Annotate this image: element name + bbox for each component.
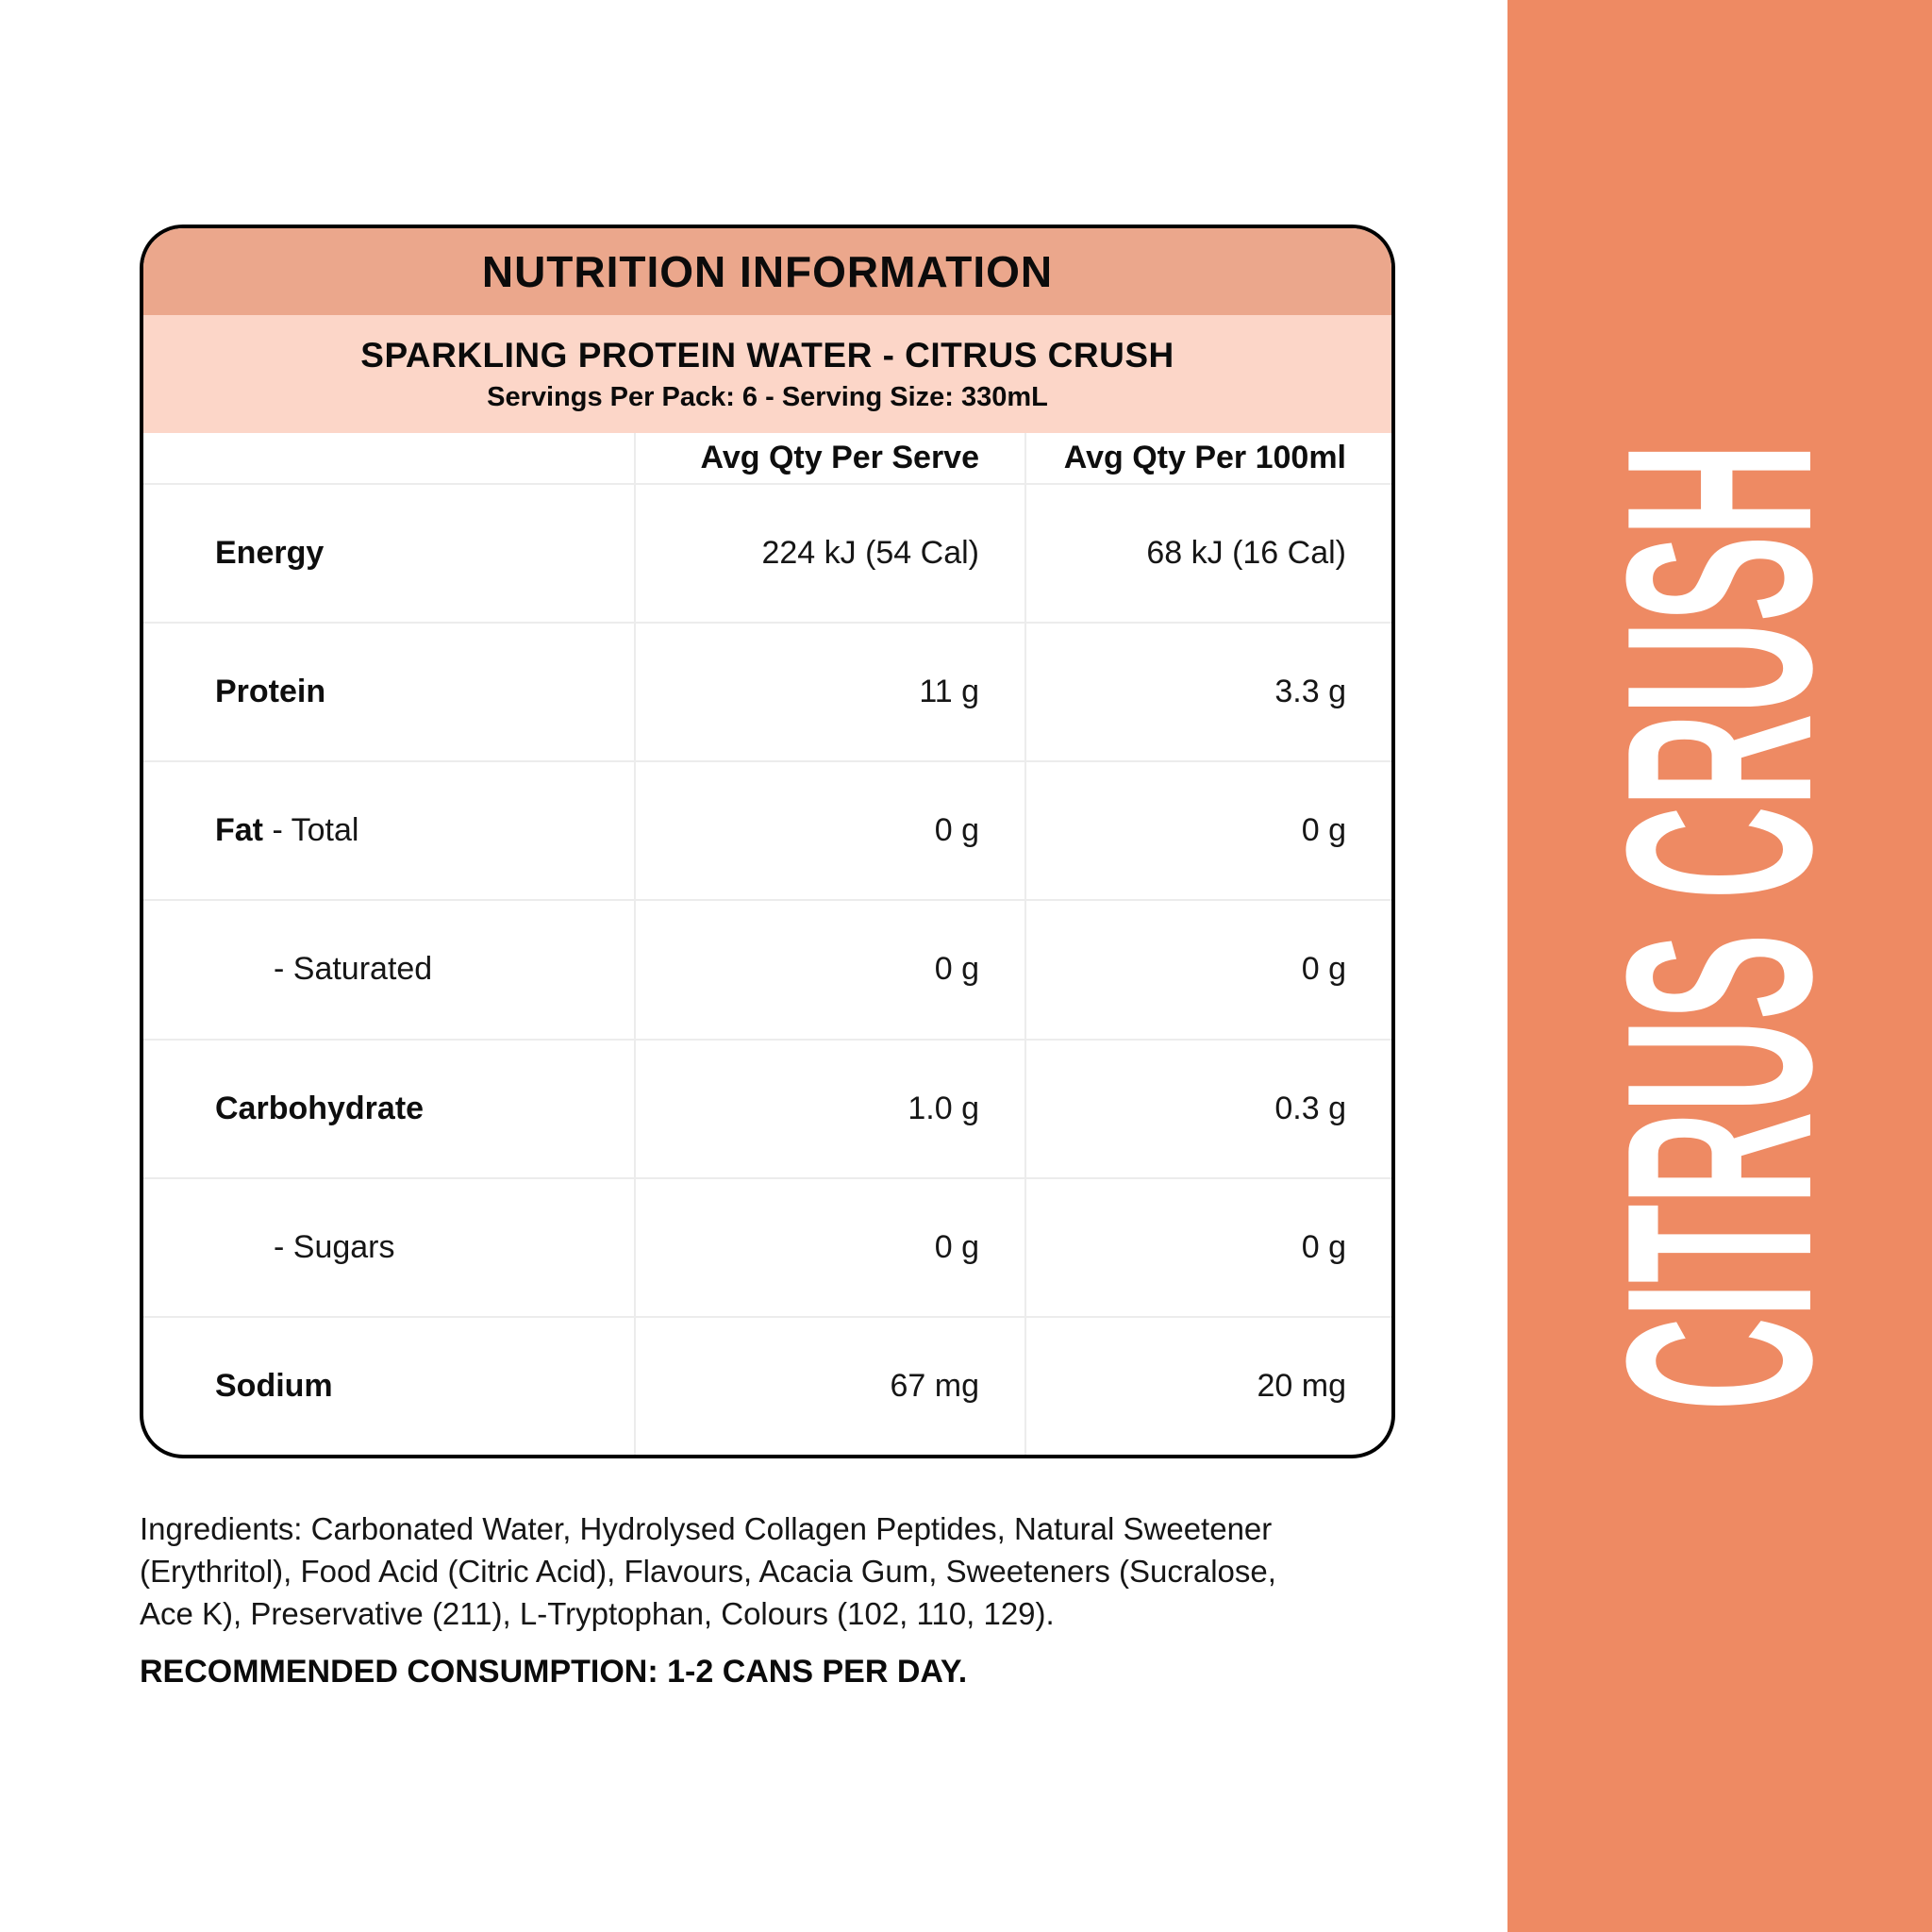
ingredients-line: (Erythritol), Food Acid (Citric Acid), Flavours, Acacia Gum, Sweeteners (Sucralose,	[140, 1554, 1276, 1589]
row-label-sodium	[143, 1316, 634, 1455]
value-energy-per-100ml: 68 kJ (16 Cal)	[1024, 483, 1391, 622]
row-label-energy	[143, 483, 634, 622]
column-header-per-serve: Avg Qty Per Serve	[634, 433, 1024, 483]
row-label-text: Protein	[215, 674, 326, 710]
nutrition-panel	[140, 225, 1395, 1458]
footer-text	[140, 1507, 1423, 1693]
product-name: SPARKLING PROTEIN WATER - CITRUS CRUSH	[360, 335, 1174, 375]
row-label-sugars: - Sugars	[143, 1177, 634, 1316]
value-fat-per-serve: 0 g	[634, 760, 1024, 899]
column-header-blank	[143, 433, 634, 483]
value-protein-per-100ml: 3.3 g	[1024, 622, 1391, 760]
nutrition-panel-header	[143, 228, 1391, 315]
ingredients-line: Ace K), Preservative (211), L-Tryptophan, Colours (102, 110, 129).	[140, 1596, 1055, 1631]
value-fat-per-100ml: 0 g	[1024, 760, 1391, 899]
value-carbohydrate-per-serve: 1.0 g	[634, 1039, 1024, 1177]
value-protein-per-serve: 11 g	[634, 622, 1024, 760]
ingredients-line: Ingredients: Carbonated Water, Hydrolysed Collagen Peptides, Natural Sweetener	[140, 1511, 1273, 1546]
row-label-text: Energy	[215, 535, 325, 572]
value-sugars-per-100ml: 0 g	[1024, 1177, 1391, 1316]
flavor-band	[1507, 0, 1932, 1932]
panel-title: NUTRITION INFORMATION	[481, 247, 1054, 296]
product-subheader	[143, 315, 1391, 433]
value-energy-per-serve: 224 kJ (54 Cal)	[634, 483, 1024, 622]
value-sodium-per-serve: 67 mg	[634, 1316, 1024, 1455]
nutrition-table	[143, 433, 1391, 1455]
value-carbohydrate-per-100ml: 0.3 g	[1024, 1039, 1391, 1177]
column-header-per-100ml: Avg Qty Per 100ml	[1024, 433, 1391, 483]
row-label-saturated: - Saturated	[143, 899, 634, 1038]
row-label-protein	[143, 622, 634, 760]
serving-info: Servings Per Pack: 6 - Serving Size: 330mL	[487, 381, 1048, 412]
row-label-text: Carbohydrate	[215, 1090, 425, 1126]
value-sugars-per-serve: 0 g	[634, 1177, 1024, 1316]
row-label-fat-total: Fat - Total	[143, 760, 634, 899]
row-label-text: Sodium	[215, 1367, 333, 1404]
row-label-carbohydrate	[143, 1039, 634, 1177]
value-sodium-per-100ml: 20 mg	[1024, 1316, 1391, 1455]
recommended-consumption: RECOMMENDED CONSUMPTION: 1-2 CANS PER DAY.	[140, 1654, 968, 1690]
value-saturated-per-100ml: 0 g	[1024, 899, 1391, 1038]
flavor-name-vertical: CITRUS CRUSH	[1573, 443, 1867, 1411]
value-saturated-per-serve: 0 g	[634, 899, 1024, 1038]
row-label-text: Fat	[215, 812, 263, 849]
